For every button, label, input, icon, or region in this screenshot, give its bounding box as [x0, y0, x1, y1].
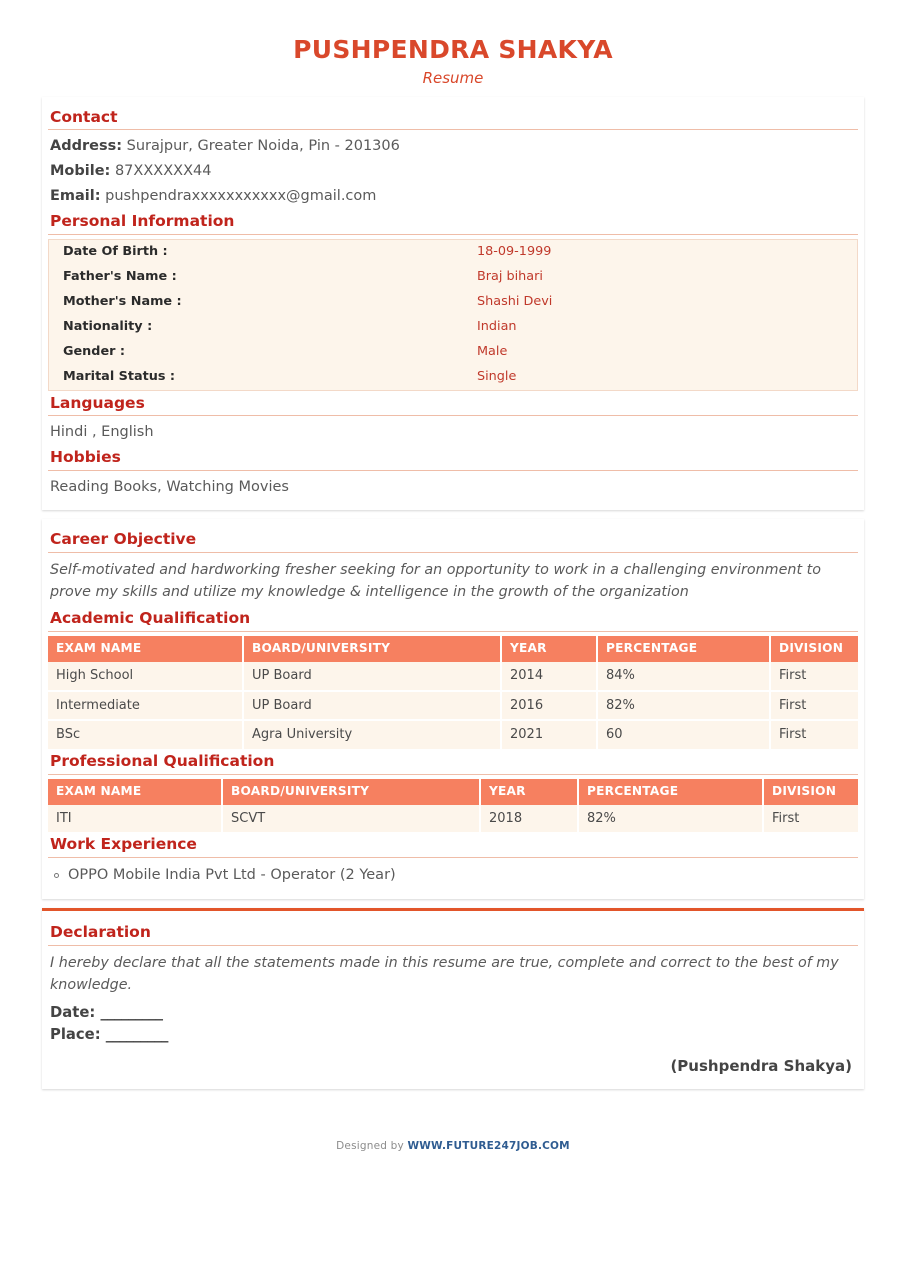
qualifications-card — [42, 519, 864, 899]
date-blank: _________ — [100, 1003, 163, 1021]
date-label: Date: — [50, 1003, 96, 1021]
section-divider — [48, 857, 858, 858]
cell-division: First — [763, 805, 858, 833]
cell-exam-name: Intermediate — [48, 691, 243, 721]
cell-board: UP Board — [243, 691, 501, 721]
column-header-exam-name: EXAM NAME — [48, 779, 222, 805]
declaration-fields — [48, 1000, 858, 1048]
circle-bullet-icon — [54, 873, 59, 878]
column-header-division: DIVISION — [763, 779, 858, 805]
email-value: pushpendraxxxxxxxxxxx@gmail.com — [105, 188, 377, 205]
cell-percentage: 82% — [597, 691, 770, 721]
personal-info-label: Gender : — [63, 343, 126, 359]
address-value: Surajpur, Greater Noida, Pin - 201306 — [126, 138, 400, 155]
section-title-hobbies: Hobbies — [50, 448, 121, 467]
academic-qualification-table — [48, 636, 858, 749]
section-title-declaration: Declaration — [50, 923, 151, 942]
declaration-place-row — [50, 1024, 856, 1047]
cell-year: 2018 — [480, 805, 578, 833]
personal-info-label: Nationality : — [63, 318, 153, 334]
cell-percentage: 60 — [597, 720, 770, 749]
table-row — [49, 365, 858, 390]
table-header-row — [48, 636, 858, 662]
cell-board: SCVT — [222, 805, 480, 833]
personal-info-label: Date Of Birth : — [63, 244, 168, 260]
contact-email-row — [48, 184, 858, 209]
cell-year: 2021 — [501, 720, 597, 749]
column-header-board: BOARD/UNIVERSITY — [222, 779, 480, 805]
column-header-division: DIVISION — [770, 636, 858, 662]
work-experience-list — [48, 862, 858, 889]
cell-percentage: 82% — [578, 805, 763, 833]
cell-exam-name: BSc — [48, 720, 243, 749]
signature-name: (Pushpendra Shakya) — [670, 1057, 852, 1076]
section-divider — [48, 129, 858, 130]
personal-info-label: Mother's Name : — [63, 293, 182, 309]
table-row — [48, 662, 858, 691]
column-header-percentage: PERCENTAGE — [578, 779, 763, 805]
place-blank: _________ — [105, 1026, 168, 1044]
professional-qualification-table — [48, 779, 858, 832]
email-label: Email: — [50, 188, 101, 205]
table-row — [49, 290, 858, 315]
section-title-academic-qualification: Academic Qualification — [50, 609, 251, 628]
cell-year: 2014 — [501, 662, 597, 691]
column-header-board: BOARD/UNIVERSITY — [243, 636, 501, 662]
column-header-year: YEAR — [480, 779, 578, 805]
personal-info-value: Shashi Devi — [477, 293, 553, 309]
table-row — [49, 340, 858, 365]
column-header-year: YEAR — [501, 636, 597, 662]
cell-board: UP Board — [243, 662, 501, 691]
hobbies-value: Reading Books, Watching Movies — [50, 479, 289, 496]
section-divider — [48, 234, 858, 235]
section-title-personal-information: Personal Information — [50, 212, 235, 231]
section-title-professional-qualification: Professional Qualification — [50, 751, 275, 770]
declaration-card — [42, 908, 864, 1089]
section-title-work-experience: Work Experience — [50, 835, 197, 854]
table-row — [48, 720, 858, 749]
personal-info-label: Father's Name : — [63, 269, 177, 285]
declaration-date-row — [50, 1002, 856, 1025]
personal-info-value: Male — [477, 343, 508, 359]
section-divider — [48, 631, 858, 632]
personal-details-card — [42, 97, 864, 511]
section-title-career-objective: Career Objective — [50, 530, 197, 549]
personal-information-table — [48, 239, 858, 390]
declaration-text: I hereby declare that all the statements made in this resume are true, complete and correct to the best of my knowledge. — [50, 955, 839, 994]
table-row — [49, 315, 858, 340]
table-row — [49, 265, 858, 290]
table-row — [48, 805, 858, 833]
section-title-languages: Languages — [50, 393, 145, 412]
mobile-value: 87XXXXXX44 — [114, 163, 212, 180]
column-header-exam-name: EXAM NAME — [48, 636, 243, 662]
table-header-row — [48, 779, 858, 805]
cell-percentage: 84% — [597, 662, 770, 691]
designed-by-label: Designed by — [336, 1139, 404, 1152]
section-title-contact: Contact — [50, 107, 118, 126]
contact-mobile-row — [48, 159, 858, 184]
section-divider — [48, 774, 858, 775]
languages-value: Hindi , English — [50, 424, 154, 441]
section-divider — [48, 945, 858, 946]
cell-division: First — [770, 720, 858, 749]
list-item — [52, 864, 856, 887]
career-objective-text: Self-motivated and hardworking fresher seeking for an opportunity to work in a challenging environment to prove my skills and utilize my knowledge & intelligence in the growth of the organization — [50, 562, 821, 601]
column-header-percentage: PERCENTAGE — [597, 636, 770, 662]
mobile-label: Mobile: — [50, 163, 111, 180]
contact-address-row — [48, 134, 858, 159]
cell-exam-name: High School — [48, 662, 243, 691]
work-experience-text: OPPO Mobile India Pvt Ltd - Operator (2 Year) — [68, 867, 396, 884]
cell-year: 2016 — [501, 691, 597, 721]
designer-site-link[interactable]: WWW.FUTURE247JOB.COM — [407, 1139, 570, 1152]
document-header — [0, 0, 906, 97]
personal-info-value: Single — [477, 368, 517, 384]
section-divider — [48, 552, 858, 553]
table-row — [49, 240, 858, 265]
table-row — [48, 691, 858, 721]
section-divider — [48, 415, 858, 416]
place-label: Place: — [50, 1026, 101, 1044]
personal-info-value: Indian — [477, 318, 517, 334]
cell-board: Agra University — [243, 720, 501, 749]
personal-info-value: 18-09-1999 — [477, 244, 552, 260]
personal-info-label: Marital Status : — [63, 368, 176, 384]
section-divider — [48, 470, 858, 471]
page-title: PUSHPENDRA SHAKYA — [293, 35, 613, 64]
cell-division: First — [770, 691, 858, 721]
personal-info-value: Braj bihari — [477, 269, 543, 285]
page-footer — [0, 1098, 906, 1152]
cell-exam-name: ITI — [48, 805, 222, 833]
document-subtitle: Resume — [422, 68, 484, 87]
address-label: Address: — [50, 138, 123, 155]
cell-division: First — [770, 662, 858, 691]
